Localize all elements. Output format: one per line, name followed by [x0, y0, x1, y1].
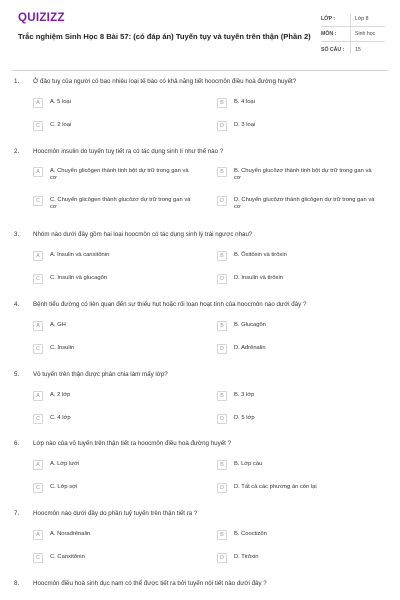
- option-b[interactable]: [217, 167, 377, 187]
- option-text: D. Ađrênalin: [234, 345, 266, 351]
- option-letter-box: B: [217, 530, 227, 540]
- option-text: B. 4 loại: [234, 99, 255, 105]
- option-text: D. 3 loại: [234, 122, 256, 128]
- option-text: A. Norađrênalin: [50, 531, 91, 537]
- option-text: C. 4 lớp: [50, 415, 71, 421]
- option-text: A. Lớp lưới: [50, 461, 80, 467]
- option-d[interactable]: [217, 344, 377, 358]
- question-number: 5.: [14, 371, 20, 378]
- option-text: C. Chuyển glicôgen thành glucôzơ dự trữ trong gan và cơ: [50, 197, 191, 211]
- question-text: Hoocmôn nào dưới đây do phần tuỷ tuyến trên thận tiết ra ?: [33, 510, 198, 517]
- meta-row-count: [321, 42, 385, 57]
- option-text: B. 3 lớp: [234, 392, 255, 398]
- option-text: B. Glucagôn: [234, 322, 266, 328]
- option-text: B. Chuyển glucôzơ thành tinh bột dự trữ trong gan và cơ: [234, 168, 372, 182]
- option-letter-box: D: [217, 274, 227, 284]
- question-number: 1.: [14, 78, 20, 85]
- option-text: C. Canxitônin: [50, 554, 85, 560]
- option-a[interactable]: [33, 391, 193, 405]
- option-letter-box: C: [33, 483, 43, 493]
- option-b[interactable]: [217, 321, 377, 335]
- option-b[interactable]: [217, 530, 377, 544]
- option-a[interactable]: [33, 251, 193, 265]
- option-b[interactable]: [217, 251, 377, 265]
- question-number: 6.: [14, 440, 20, 447]
- option-letter-box: D: [217, 414, 227, 424]
- worksheet-meta: [321, 12, 385, 57]
- option-c[interactable]: [33, 483, 193, 497]
- option-letter-box: D: [217, 483, 227, 493]
- option-text: C. Lớp sợi: [50, 484, 78, 490]
- meta-value: Sinh học: [355, 31, 376, 37]
- option-text: A. 5 loại: [50, 99, 71, 105]
- option-text: C. Insulin: [50, 345, 75, 351]
- option-letter-box: D: [217, 196, 227, 206]
- option-d[interactable]: [217, 483, 377, 497]
- option-c[interactable]: [33, 414, 193, 428]
- option-d[interactable]: [217, 274, 377, 288]
- option-letter-box: C: [33, 121, 43, 131]
- option-d[interactable]: [217, 553, 377, 567]
- option-a[interactable]: [33, 460, 193, 474]
- header-divider: [12, 70, 388, 71]
- option-letter-box: C: [33, 414, 43, 424]
- option-letter-box: A: [33, 321, 43, 331]
- option-b[interactable]: [217, 98, 377, 112]
- meta-row-class: [321, 12, 385, 27]
- worksheet-title: Trắc nghiệm Sinh Học 8 Bài 57: (có đáp án) Tuyến tụy và tuyến trên thận (Phần 2): [18, 32, 311, 41]
- option-a[interactable]: [33, 98, 193, 112]
- option-c[interactable]: [33, 344, 193, 358]
- option-text: A. Insulin và canxitônin: [50, 252, 110, 258]
- option-letter-box: B: [217, 98, 227, 108]
- option-letter-box: A: [33, 98, 43, 108]
- meta-value: 15: [355, 46, 361, 53]
- option-text: D. Insulin và tirôxin: [234, 275, 283, 281]
- worksheet-header: [0, 0, 400, 64]
- option-letter-box: C: [33, 196, 43, 206]
- option-a[interactable]: [33, 530, 193, 544]
- option-letter-box: D: [217, 553, 227, 563]
- option-text: D. Chuyển glucôzơ thành glicôgen dự trữ trong gan và cơ: [234, 197, 375, 211]
- question-text: Hoocmôn insulin do tuyến tuỵ tiết ra có tác dụng sinh lí như thế nào ?: [33, 148, 224, 155]
- option-b[interactable]: [217, 391, 377, 405]
- option-letter-box: A: [33, 251, 43, 261]
- meta-label: MÔN :: [321, 31, 337, 37]
- question-text: Vỏ tuyến trên thận được phân chia làm mấy lớp?: [33, 371, 168, 378]
- option-letter-box: A: [33, 167, 43, 177]
- meta-label: SỐ CÂU :: [321, 46, 345, 53]
- question-text: Bệnh tiểu đường có liên quan đến sự thiếu hụt hoặc rối loạn hoạt tính của hoocmôn nào dưới đây ?: [33, 301, 307, 308]
- option-text: C. 2 loại: [50, 122, 72, 128]
- option-text: B. Ôxitôxin và tirôxin: [234, 252, 287, 258]
- option-letter-box: B: [217, 391, 227, 401]
- quizizz-logo: QUIZIZZ: [18, 12, 65, 24]
- option-text: D. Tirôxin: [234, 554, 259, 560]
- option-d[interactable]: [217, 196, 377, 216]
- option-text: C. Insulin và glucagôn: [50, 275, 108, 281]
- option-text: A. 2 lớp: [50, 392, 71, 398]
- option-c[interactable]: [33, 553, 193, 567]
- option-c[interactable]: [33, 274, 193, 288]
- option-letter-box: B: [217, 321, 227, 331]
- question-number: 8.: [14, 580, 20, 587]
- option-letter-box: C: [33, 344, 43, 354]
- option-letter-box: A: [33, 391, 43, 401]
- option-a[interactable]: [33, 321, 193, 335]
- question-text: Lớp nào của vỏ tuyến trên thận tiết ra hoocmôn điều hoà đường huyết ?: [33, 440, 232, 447]
- option-text: D. 5 lớp: [234, 415, 255, 421]
- question-number: 2.: [14, 148, 20, 155]
- option-letter-box: D: [217, 121, 227, 131]
- question-number: 7.: [14, 510, 20, 517]
- question-number: 3.: [14, 231, 20, 238]
- meta-label: LỚP :: [321, 16, 336, 22]
- option-letter-box: A: [33, 530, 43, 540]
- option-c[interactable]: [33, 196, 193, 216]
- question-text: Hoocmôn điều hoà sinh dục nam có thể được tiết ra bởi tuyến nội tiết nào dưới đây ?: [33, 580, 267, 587]
- option-text: B. Lớp cầu: [234, 461, 263, 467]
- question-number: 4.: [14, 301, 20, 308]
- option-a[interactable]: [33, 167, 193, 187]
- option-text: A. GH: [50, 322, 66, 328]
- meta-row-subject: [321, 27, 385, 42]
- option-letter-box: B: [217, 251, 227, 261]
- option-letter-box: B: [217, 167, 227, 177]
- option-text: D. Tất cả các phương án còn lại: [234, 484, 317, 490]
- option-d[interactable]: [217, 414, 377, 428]
- option-letter-box: D: [217, 344, 227, 354]
- option-b[interactable]: [217, 460, 377, 474]
- option-c[interactable]: [33, 121, 193, 135]
- meta-value: Lớp 8: [355, 16, 369, 22]
- question-text: Ở đảo tuỵ của người có bao nhiêu loại tế bào có khả năng tiết hoocmôn điều hoà đường huyết?: [33, 78, 297, 85]
- option-text: B. Cooctizôn: [234, 531, 267, 537]
- option-d[interactable]: [217, 121, 377, 135]
- option-letter-box: C: [33, 274, 43, 284]
- question-text: Nhóm nào dưới đây gồm hai loại hoocmôn có tác dụng sinh lý trái ngược nhau?: [33, 231, 253, 238]
- option-letter-box: C: [33, 553, 43, 563]
- option-letter-box: B: [217, 460, 227, 470]
- option-text: A. Chuyển glicôgen thành tinh bột dự trữ trong gan và cơ: [50, 168, 189, 182]
- option-letter-box: A: [33, 460, 43, 470]
